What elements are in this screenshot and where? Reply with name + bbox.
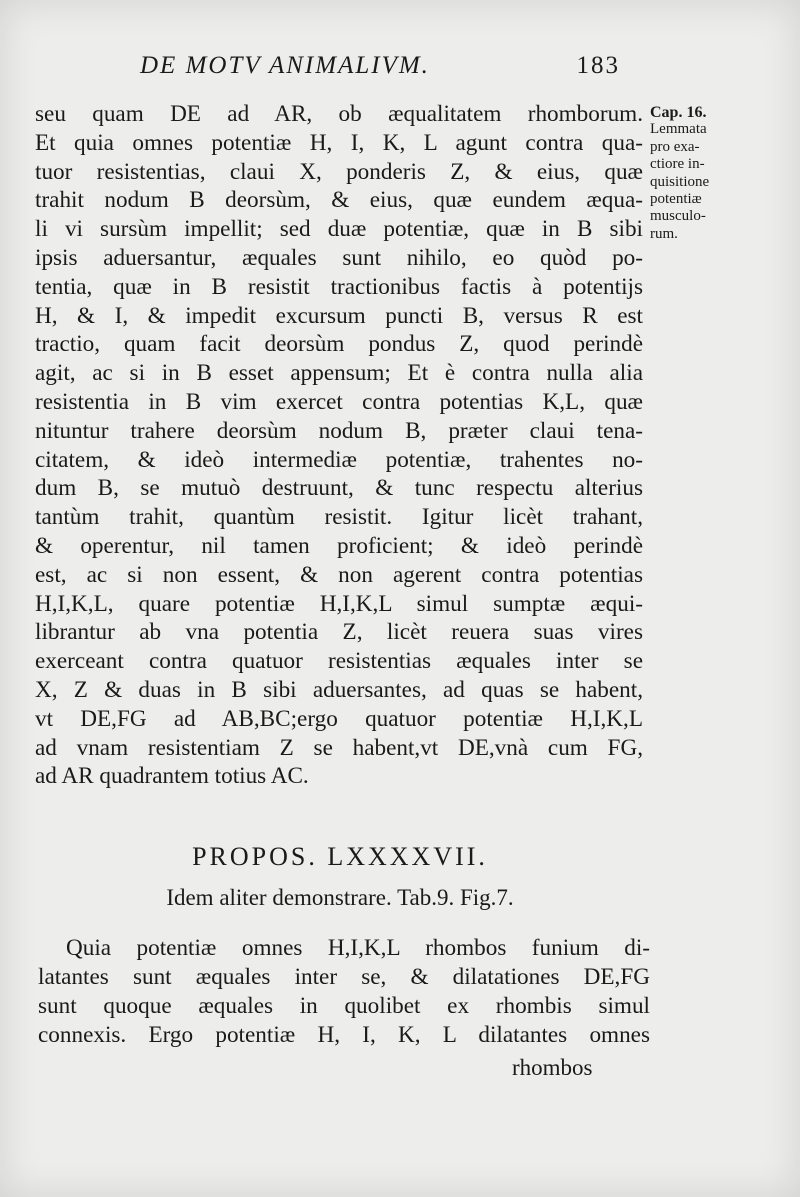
margin-note-line: Cap. 16. (650, 104, 707, 121)
text-line: Quia potentiæ omnes H,I,K,L rhombos funium di- (66, 935, 650, 961)
text-line: citatem, & ideò intermediæ potentiæ, trahentes no- (35, 446, 643, 473)
text-line: X, Z & duas in B sibi aduersantes, ad quas se habent, (35, 676, 643, 703)
margin-note-line: potentiæ (650, 191, 702, 208)
margin-note-line: musculo- (650, 208, 706, 225)
running-head-title: DE MOTV ANIMALIVM. (140, 52, 430, 79)
text-line: tentia, quæ in B resistit tractionibus factis à potentijs (35, 273, 643, 300)
text-line: vt DE,FG ad AB,BC;ergo quatuor potentiæ H,I,K,L (35, 705, 643, 732)
text-line: tuor resistentias, claui X, ponderis Z, & eius, quæ (35, 158, 643, 185)
text-line: trahit nodum B deorsùm, & eius, quæ eundem æqua- (35, 187, 643, 214)
text-line: sunt quoque æquales in quolibet ex rhombis simul (38, 993, 650, 1019)
margin-note (650, 104, 770, 243)
text-line: exerceant contra quatuor resistentias æquales inter se (35, 648, 643, 675)
margin-note-line: quisitione (650, 173, 710, 190)
text-line: librantur ab vna potentia Z, licèt reuera suas vires (35, 619, 643, 646)
catchword: rhombos (512, 1055, 593, 1080)
running-head (140, 52, 620, 80)
text-line: ad vnam resistentiam Z se habent,vt DE,vnà cum FG, (35, 734, 643, 761)
proposition-subheading: Idem aliter demonstrare. Tab.9. Fig.7. (166, 885, 514, 910)
text-line: H,I,K,L, quare potentiæ H,I,K,L simul sumptæ æqui- (35, 590, 643, 617)
text-line: seu quam DE ad AR, ob æqualitatem rhomborum. (35, 101, 643, 127)
text-line: latantes sunt æquales inter se, & dilatationes DE,FG (38, 964, 650, 990)
proposition-heading: PROPOS. LXXXXVII. (192, 842, 488, 871)
text-line: est, ac si non essent, & non agerent contra potentias (35, 561, 643, 588)
text-line: Et quia omnes potentiæ H, I, K, L agunt contra qua- (35, 129, 643, 156)
text-line: li vi sursùm impellit; sed duæ potentiæ, quæ in B sibi (35, 216, 643, 243)
margin-note-line: pro exa- (650, 138, 700, 155)
text-line: tantùm trahit, quantùm resistit. Igitur licèt trahant, (35, 504, 643, 531)
margin-note-line: Lemmata (650, 121, 707, 138)
text-line: ad AR quadrantem totius AC. (35, 763, 309, 790)
text-line: nituntur trahere deorsùm nodum B, præter claui tena- (35, 417, 643, 444)
text-line: & operentur, nil tamen proficient; & ideò perindè (35, 532, 643, 559)
second-paragraph (38, 934, 650, 1050)
margin-note-line: rum. (650, 225, 678, 242)
main-paragraph (35, 100, 643, 791)
margin-note-line: ctiore in- (650, 156, 705, 173)
page-number: 183 (576, 52, 620, 79)
text-line: tractio, quam facit deorsùm pondus Z, quod perindè (35, 331, 643, 358)
text-line: agit, ac si in B esset appensum; Et è contra nulla alia (35, 360, 643, 387)
text-line: H, & I, & impedit excursum puncti B, versus R est (35, 302, 643, 329)
text-line: dum B, se mutuò destruunt, & tunc respectu alterius (35, 475, 643, 502)
text-line: resistentia in B vim exercet contra potentias K,L, quæ (35, 388, 643, 415)
text-line: ipsis aduersantur, æquales sunt nihilo, eo quòd po- (35, 244, 643, 271)
text-line: connexis. Ergo potentiæ H, I, K, L dilatantes omnes (38, 1022, 650, 1048)
